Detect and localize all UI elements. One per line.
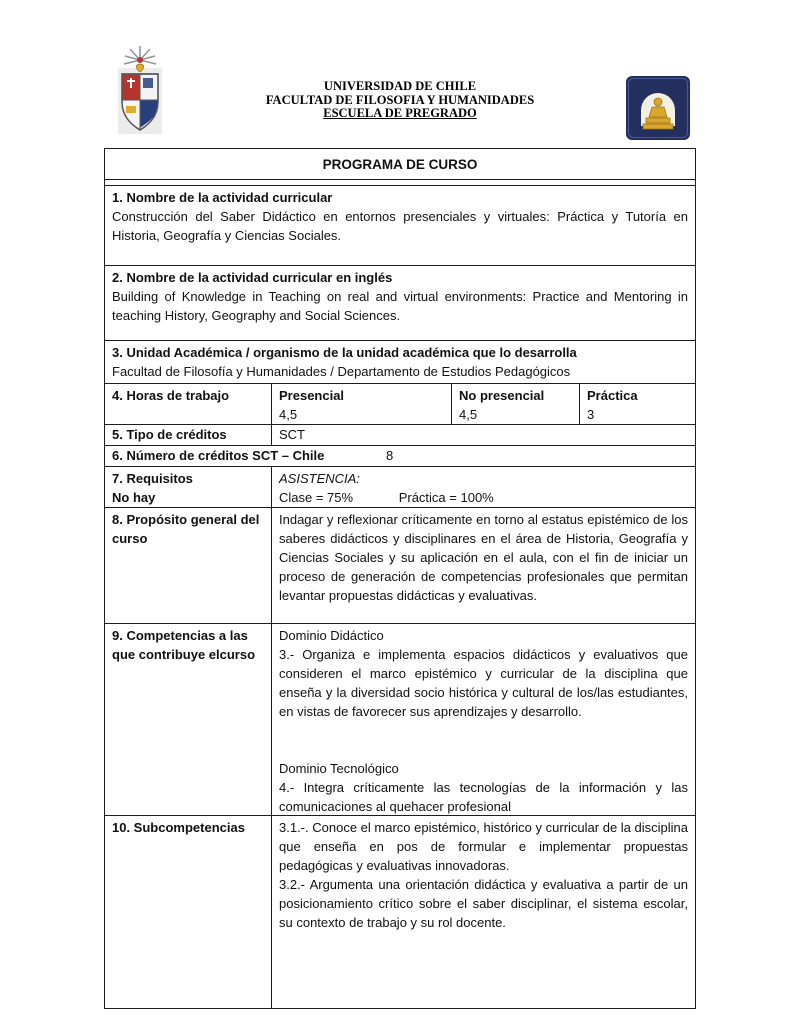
- competencia-4-paragraph: 4.- Integra críticamente las tecnologías de la información y las comunicaciones al quehacer profesional: [279, 780, 688, 814]
- hours-presencial-header: Presencial: [279, 388, 345, 403]
- dominio-didactico-heading: Dominio Didáctico: [279, 628, 384, 643]
- row2-label: 2. Nombre de la actividad curricular en inglés: [112, 270, 393, 285]
- university-crest-logo: [112, 46, 168, 138]
- row9-label: 9. Competencias a las que contribuye elcurso: [112, 628, 256, 662]
- row3-content: Facultad de Filosofía y Humanidades / Departamento de Estudios Pedagógicos: [112, 364, 571, 379]
- row-proposito-general: [105, 508, 695, 624]
- row7-label-line2: No hay: [112, 490, 156, 505]
- asistencia-clase: Clase = 75%: [279, 490, 354, 505]
- course-program-table: [104, 148, 696, 1009]
- asistencia-practica: Práctica = 100%: [398, 490, 494, 505]
- pregrado-emblem-logo: [626, 76, 690, 140]
- hours-nopresencial-header: No presencial: [459, 388, 545, 403]
- row-horas-trabajo: [105, 384, 695, 425]
- row6-label: 6. Número de créditos SCT – Chile: [112, 448, 325, 463]
- competencia-3-paragraph: 3.- Organiza e implementa espacios didácticos y evaluativos que consideren el marco epistémico y curricular de la disciplina que enseña y la diversidad socio histórica y cultural de los/las estudiantes, en vistas de favorecer sus aprendizajes y desarrollo.: [279, 647, 688, 719]
- table-title: PROGRAMA DE CURSO: [322, 156, 478, 172]
- hours-practica-value: 3: [587, 407, 595, 422]
- faculty-name: FACULTAD DE FILOSOFIA Y HUMANIDADES: [265, 92, 535, 107]
- subcompetencia-31-paragraph: 3.1.-. Conoce el marco epistémico, histórico y curricular de la disciplina que enseña en pos de formular e implementar propuestas pedagógicas y evaluativas innovadoras.: [279, 820, 688, 873]
- row5-value: SCT: [271, 425, 695, 445]
- hours-presencial-value: 4,5: [279, 407, 298, 422]
- row1-label: 1. Nombre de la actividad curricular: [112, 190, 333, 205]
- row-numero-creditos: [105, 446, 695, 467]
- row8-content: Indagar y reflexionar críticamente en torno al estatus epistémico de los saberes didácticos y disciplinares en el área de Historia, Geografía y Ciencias Sociales y su aplicación en el aula, con el fin de iniciar un proceso de generación de competencias profesionales que permitan levantar propuestas didácticas y evaluativas.: [279, 512, 688, 603]
- row-competencias: [105, 624, 695, 816]
- row1-content: Construcción del Saber Didáctico en entornos presenciales y virtuales: Práctica y Tutoría en Historia, Geografía y Ciencias Sociales.: [112, 209, 688, 243]
- row-nombre-actividad: [105, 186, 695, 266]
- university-name: UNIVERSIDAD DE CHILE: [323, 79, 477, 93]
- row-requisitos: [105, 467, 695, 508]
- row8-label: 8. Propósito general del curso: [112, 512, 260, 546]
- row-subcompetencias: [105, 816, 695, 1008]
- row-tipo-creditos: [105, 425, 695, 446]
- hours-nopresencial-value: 4,5: [459, 407, 478, 422]
- row5-label: 5. Tipo de créditos: [112, 427, 227, 442]
- row-nombre-ingles: [105, 266, 695, 341]
- row3-label: 3. Unidad Académica / organismo de la unidad académica que lo desarrolla: [112, 345, 577, 360]
- school-name: ESCUELA DE PREGRADO: [323, 106, 477, 120]
- hours-practica-header: Práctica: [587, 388, 638, 403]
- dominio-tecnologico-heading: Dominio Tecnológico: [279, 761, 399, 776]
- row6-value: 8: [386, 448, 394, 463]
- row10-label: 10. Subcompetencias: [112, 820, 245, 835]
- asistencia-label: ASISTENCIA:: [279, 471, 360, 486]
- row7-label-line1: 7. Requisitos: [112, 471, 193, 486]
- subcompetencia-32-paragraph: 3.2.- Argumenta una orientación didáctica y evaluativa a partir de un posicionamiento crítico sobre el saber disciplinar, el sistema escolar, su contexto de trabajo y su rol docente.: [279, 877, 688, 930]
- table-title-row: [105, 149, 695, 180]
- row4-label: 4. Horas de trabajo: [112, 388, 230, 403]
- row-unidad-academica: [105, 341, 695, 384]
- row2-content: Building of Knowledge in Teaching on real and virtual environments: Practice and Mentoring in teaching History, Geography and Social Sciences.: [112, 289, 688, 323]
- institution-heading: [266, 80, 534, 121]
- document-header: [0, 46, 800, 146]
